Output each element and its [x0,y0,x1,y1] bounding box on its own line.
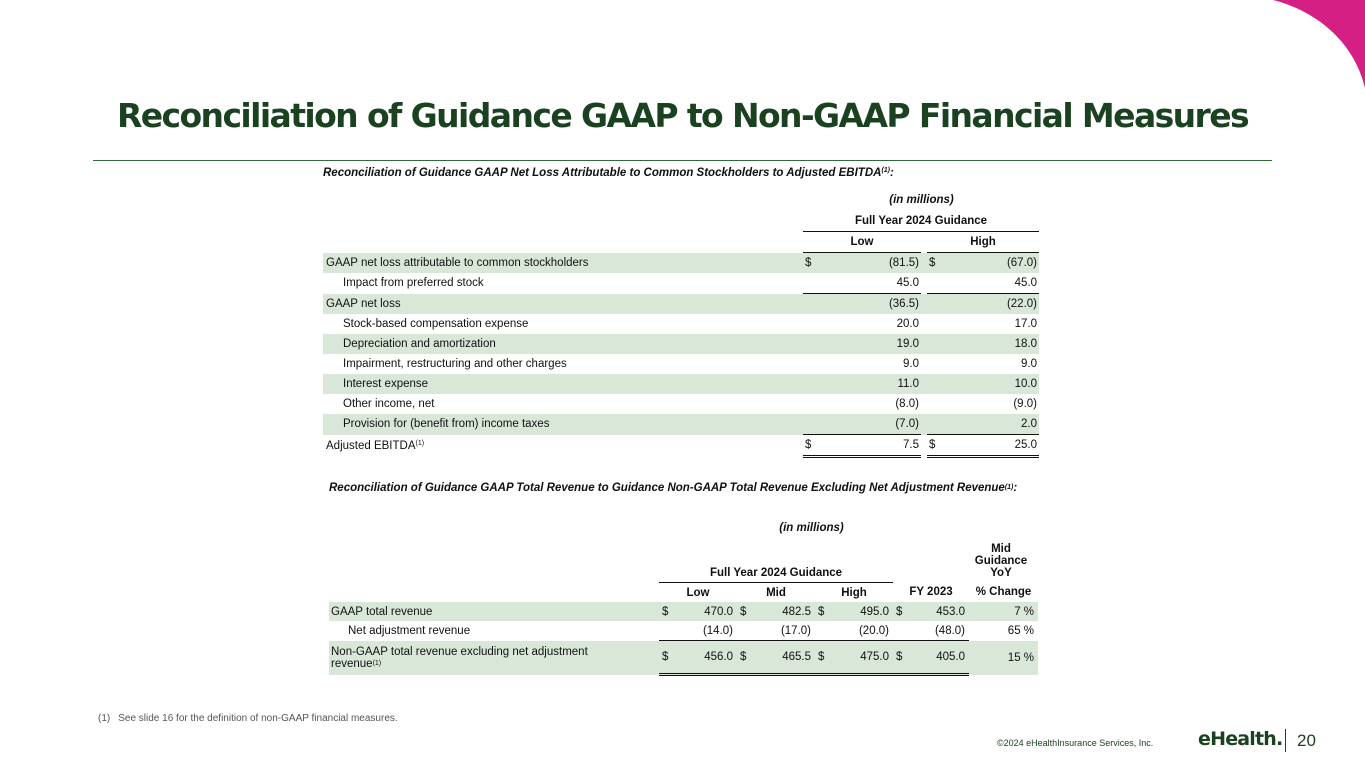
table2-col-pct-change: % Change [975,586,1032,599]
table1-col-high: High [927,232,1039,253]
footer-divider [1285,729,1286,752]
table-row: Impairment, restructuring and other charges 9.0 9.0 [343,358,1037,370]
table2-group-header: Full Year 2024 Guidance [659,563,893,583]
table2-unit-label: (in millions) [779,522,844,534]
ebitda-reconciliation-table [323,211,1039,458]
table-row: Provision for (benefit from) income taxes (7.0) 2.0 [323,414,1039,435]
corner-accent-shape [1265,0,1365,100]
table2-col-high: High [841,586,867,599]
table2-col-mid: Mid [766,586,786,599]
table1-col-low: Low [803,232,921,253]
footnote: (1) See slide 16 for the definition of non-GAAP financial measures. [98,713,398,724]
table-row: Other income, net (8.0) (9.0) [343,398,1037,410]
slide-title: Reconciliation of Guidance GAAP to Non-GAAP Financial Measures [116,96,1249,135]
table1-group-header: Full Year 2024 Guidance [803,211,1039,232]
ehealth-logo: eHealth. [1198,728,1283,750]
table-row: Adjusted EBITDA$^{(1)}$ $ 7.5 $ 25.0 [323,435,1039,457]
table1-unit-label: (in millions) [889,194,954,206]
copyright: ©2024 eHealthInsurance Services, Inc. [997,738,1154,748]
title-divider [93,160,1272,161]
table-row: Net adjustment revenue (14.0) (17.0) (20.0) (48.0) 65 % [329,621,1038,641]
table1-caption: Reconciliation of Guidance GAAP Net Loss Attributable to Common Stockholders to Adjusted EBITDA$^{(1)}$: [323,167,894,179]
table-row: Impact from preferred stock 45.0 45.0 [323,273,1039,294]
table-row: GAAP net loss (36.5) (22.0) [323,294,1039,315]
table2-mid-guidance-header: Mid Guidance YoY [974,543,1028,579]
revenue-reconciliation-table [329,563,1038,676]
page-number: 20 [1297,731,1316,750]
table-row: Depreciation and amortization 19.0 18.0 [323,334,1039,354]
table2-col-fy2023: FY 2023 [909,586,953,599]
table-row: Stock-based compensation expense 20.0 17.0 [343,318,1037,330]
table-row: Interest expense 11.0 10.0 [323,374,1039,394]
table-row: GAAP total revenue $ 470.0 $ 482.5 $ 495.0 $ 453.0 7 % [329,602,1038,621]
table2-caption: Reconciliation of Guidance GAAP Total Revenue to Guidance Non-GAAP Total Revenue Excluding Net Adjustment Revenue$^{(1)}$: [329,482,1018,494]
table-row: GAAP net loss attributable to common stockholders $ (81.5) $ (67.0) [323,253,1039,274]
table2-col-low: Low [686,586,710,599]
table-row: Non-GAAP total revenue excluding net adjustment revenue$^{(1)}$ $ 456.0 $ 465.5 $ 475.0 $ 405.0 15 % [329,641,1038,675]
